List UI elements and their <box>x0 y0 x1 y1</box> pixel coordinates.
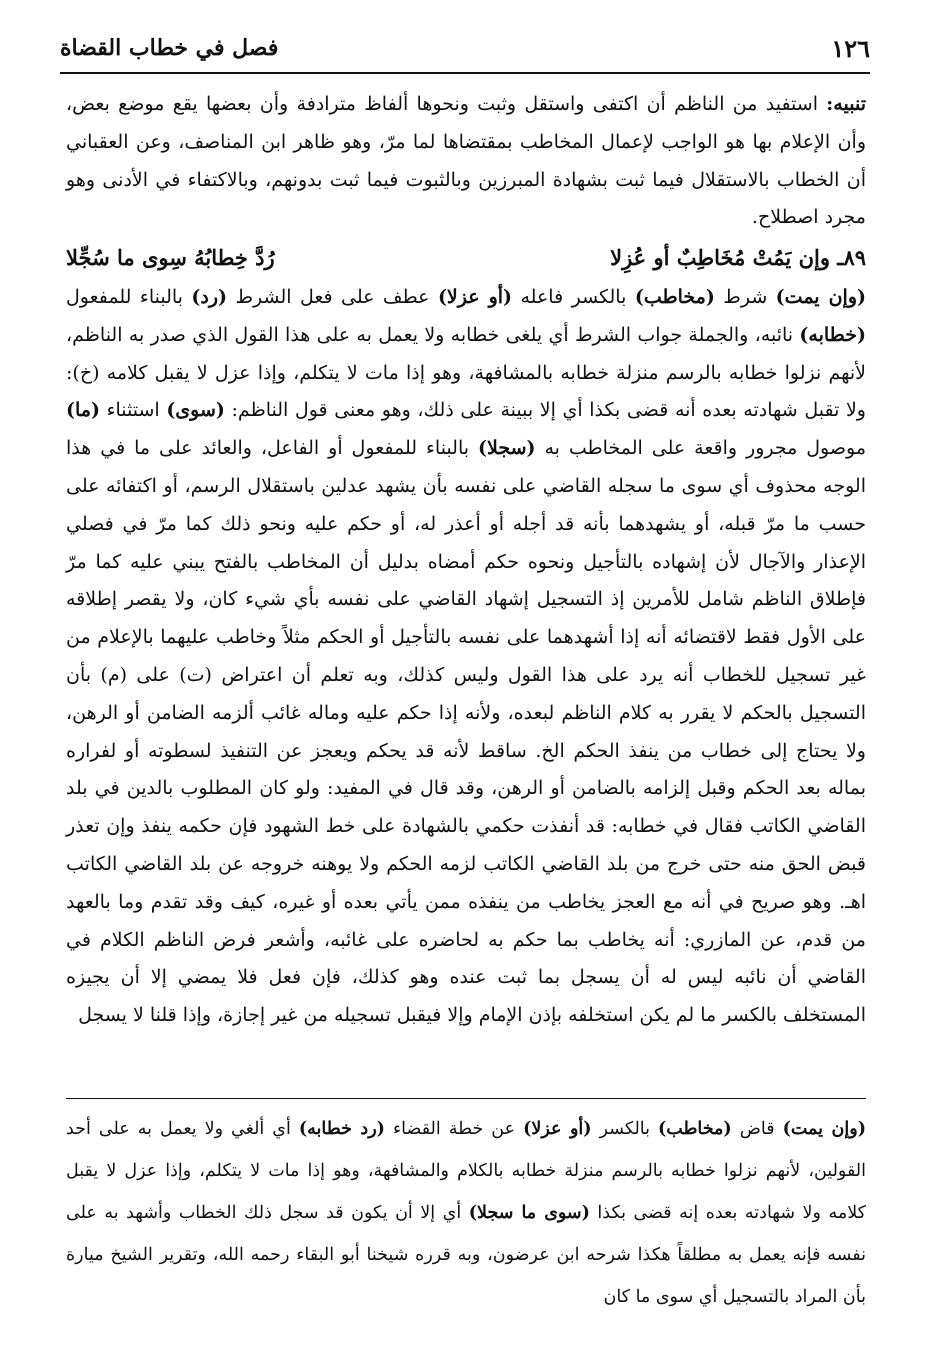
footnote-rule <box>66 1098 866 1099</box>
commentary-term: (خطابه) <box>799 323 866 346</box>
commentary-text: شرط <box>714 285 776 308</box>
footnote-term: (مخاطب) <box>658 1119 732 1139</box>
footnote-term: (رد خطابه) <box>298 1119 385 1139</box>
commentary-term: (سجلا) <box>478 437 536 460</box>
main-text <box>66 86 866 1035</box>
footnote-text: أي ألغي ولا يعمل به على أحد القولين، لأنهم نزلوا خطابه بالرسم منزلة خطابه بالكلام والمشافهة، وهو إذا مات لا يتكلم، وإذا عزل لا يقبل كلامه ولا شهادته بعده إنه قضى بكذا <box>66 1119 867 1223</box>
footnote-term: (سوى ما سجلا) <box>468 1203 590 1223</box>
running-title: فصل في خطاب القضاة <box>60 35 279 61</box>
commentary-term: (ما) <box>66 399 100 422</box>
footnote <box>66 1108 866 1318</box>
tanbih-text: استفيد من الناظم أن اكتفى واستقل وثبت ونحوها ألفاظ مترادفة وأن بعضها يقع موضع بعض، وأن الإعلام بها هو الواجب لإعمال المخاطب بمقتضاها لما مرّ، وهو ظاهر ابن المناصف، وعن العقباني أن الخطاب بالاستقلال فيما ثبت بشهادة المبرزين وبالثبوت فيما ثبت بدونهم، وبالاكتفاء في الأدنى وهو مجرد اصطلاح. <box>66 93 866 229</box>
commentary-text: بالبناء للمفعول أو الفاعل، والعائد على ما في هذا الوجه محذوف أي سوى ما سجله القاضي على نفسه بأن يشهد عدلين باستقلال الرسم، أو اكتفائه على حسب ما مرّ قبله، أو يشهدهما بأنه قد أجله أو أعذر له، أو حكم عليه ونحو ذلك كما مرّ في فصلي الإعذار والآجال لأن إشهاده بالتأجيل ونحوه حكم أمضاه بدليل أن المخاطب بالفتح يبني عليه كما مرّ فإطلاق الناظم شامل للأمرين إذ التسجيل إشهاد القاضي على نفسه بأي شيء كان، ولا يقصر إطلاقه على الأول فقط لاقتضائه أنه إذا أشهدهما على نفسه بالتأجيل أو الحكم مثلاً وخاطب عليهما بالإعلام من غير تسجيل للخطاب أنه يرد على هذا القول وليس كذلك، وبه تعلم أن اعتراض (ت) على (م) بأن التسجيل بالحكم لا يقرر به كلام الناظم لبعده، ولأنه إذا حكم عليه وماله غائب ألزمه الضامن أو الرهن، ولا يحتاج إلى خطاب من ينفذ الحكم الخ. ساقط لأنه قد يحكم ويعجز عن التنفيذ لسطوته أو لفراره بماله بعد الحكم وقبل إلزامه بالضامن أو الرهن، وقد قال في المفيد: ولو كان المطلوب بالدين في بلد القاضي الكاتب فقال في خطابه: قد أنفذت حكمي بالشهادة على خط الشهود فإن حكمه ينفذ وإن تعذر قبض الحق منه حتى خرج من بلد القاضي الكاتب لزمه الحكم ولا يوهنه خروجه عن بلد القاضي الكاتب اهـ. وهو صريح في أنه مع العجز يخاطب من ينفذه ممن يأتي بعده أو غيره، كيف وقد تقدم وما بالعهد من قدم، عن المازري: أنه يخاطب بما حكم به لحاضره على غائبه، وأشعر فرض الناظم الكلام في القاضي أن نائبه ليس له أن يسجل بما ثبت عنده وهو كذلك، فإن فعل فلا يمضي إلا أن يجيزه المستخلف بالكسر ما لم يكن استخلفه بإذن الإمام وإلا فيقبل تسجيله من غير إجازة، وإذا قلنا لا يسجل <box>66 437 866 1027</box>
verse-first-text: وإن يَمُتْ مُخَاطِبٌ أو عُزِلا <box>610 245 830 271</box>
commentary-term: (أو عزلا) <box>437 285 513 308</box>
footnote-term: (وإن يمت) <box>782 1119 866 1139</box>
verse-number: ٨٩ـ <box>837 245 866 271</box>
tanbih-paragraph <box>66 86 866 237</box>
footnote-text: قاض <box>731 1119 783 1139</box>
footnote-term: (أو عزلا) <box>523 1119 592 1139</box>
tanbih-label: تنبيه: <box>826 93 866 115</box>
commentary-paragraph <box>66 279 866 1035</box>
footnote-text: عن خطة القضاء <box>384 1119 524 1139</box>
verse-first-hemistich <box>610 239 866 277</box>
commentary-text: موصول مجرور واقعة على المخاطب به <box>535 437 866 460</box>
footnote-paragraph <box>66 1108 866 1318</box>
page-number: ١٢٦ <box>831 33 870 63</box>
commentary-text: بالبناء للمفعول <box>66 285 192 308</box>
commentary-term: (سوى) <box>166 399 225 422</box>
commentary-text: نائبه، والجملة جواب الشرط أي يلغى خطابه ولا يعمل به على هذا القول الذي صدر به الناظم، لأنهم نزلوا خطابه بالرسم منزلة خطابه بالمشافهة، وهو إذا مات لا يتكلم، وإذا عزل لا يقبل كلامه (خ): ولا تقبل شهادته بعده أنه قضى بكذا أي إلا ببينة على ذلك، وهو معنى قول الناظم: <box>66 323 866 422</box>
verse-line <box>66 239 866 277</box>
header-rule <box>60 72 870 74</box>
commentary-term: (مخاطب) <box>634 285 715 308</box>
commentary-text: بالكسر فاعله <box>512 285 635 308</box>
commentary-term: (وإن يمت) <box>775 285 866 308</box>
commentary-text: عطف على فعل الشرط <box>227 285 438 308</box>
footnote-text: أي إلا أن يكون قد سجل ذلك الخطاب وأشهد به على نفسه فإنه يعمل به مطلقاً هكذا شرحه ابن عرضون، وبه قرره شيخنا أبو البقاء رحمه الله، وتقرير الشيخ ميارة بأن المراد بالتسجيل أي سوى ما كان <box>66 1203 866 1307</box>
footnote-text: بالكسر <box>591 1119 659 1139</box>
commentary-text: استثناء <box>99 399 167 422</box>
commentary-term: (رد) <box>191 285 228 308</box>
running-head <box>60 28 870 68</box>
verse-second-hemistich: رُدَّ خِطابُهُ سِوى ما سُجِّلا <box>66 245 275 271</box>
